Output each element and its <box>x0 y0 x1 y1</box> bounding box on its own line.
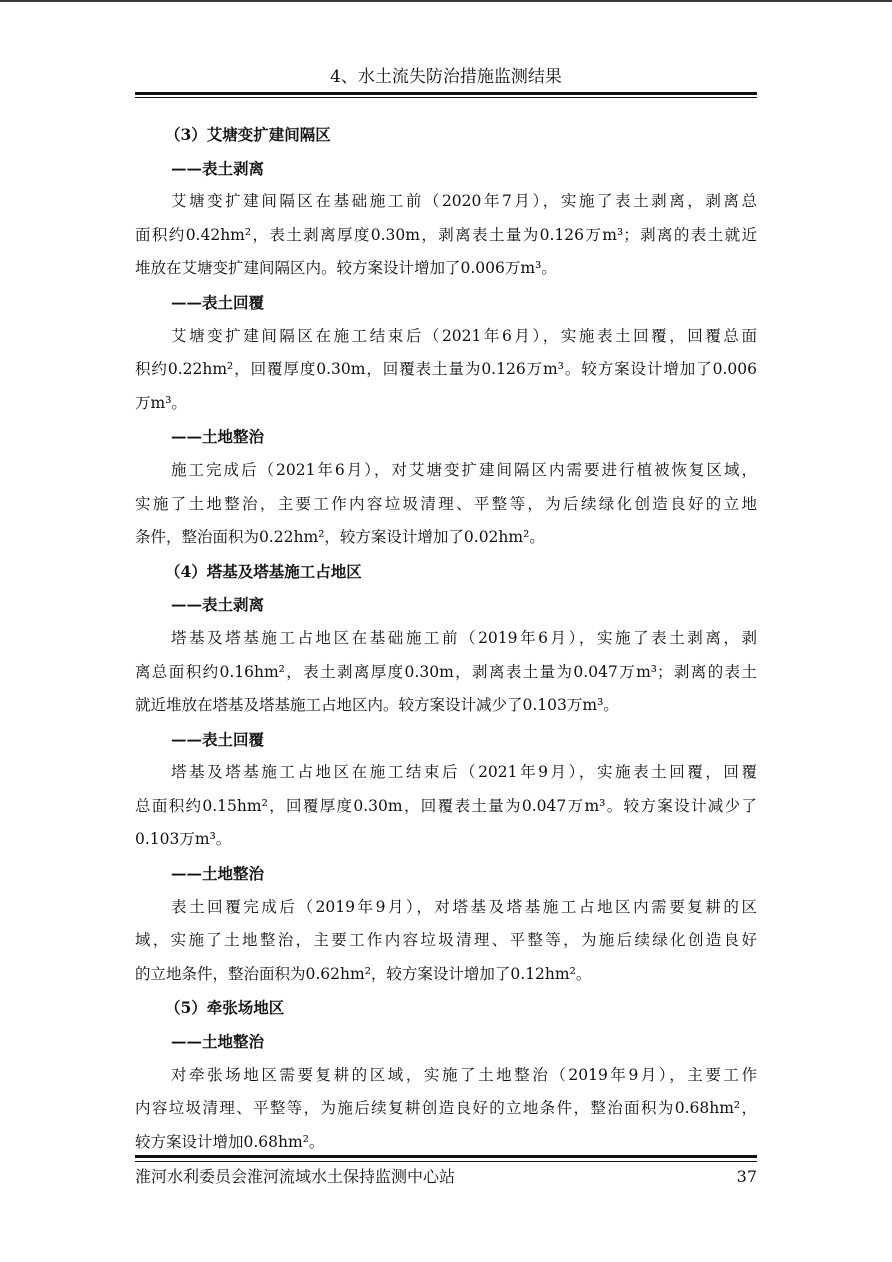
paragraph-line: 艾塘变扩建间隔区在基础施工前（2020年7月），实施了表土剥离，剥离总 <box>171 192 757 211</box>
section-4-strip-title: ——表土剥离 <box>171 595 265 615</box>
paragraph-line: 面积约0.42hm²，表土剥离厚度0.30m，剥离表土量为0.126万m³；剥离的表土就近 <box>135 225 757 244</box>
paragraph-line: 0.103万m³。 <box>135 830 232 849</box>
paragraph-line: 实施了土地整治，主要工作内容垃圾清理、平整等，为后续绿化创造良好的立地 <box>135 494 757 513</box>
footer-organization: 淮河水利委员会淮河流域水土保持监测中心站 <box>135 1167 456 1186</box>
paragraph-line: 的立地条件，整治面积为0.62hm²，较方案设计增加了0.12hm²。 <box>135 964 592 983</box>
paragraph-line: 积约0.22hm²，回覆厚度0.30m，回覆表土量为0.126万m³。较方案设计增加了0.006 <box>135 360 757 379</box>
footer-rule-thick <box>135 1155 757 1158</box>
paragraph-line: 离总面积约0.16hm²，表土剥离厚度0.30m，剥离表土量为0.047万m³；剥离的表土 <box>135 662 757 681</box>
section-3-heading: （3）艾塘变扩建间隔区 <box>165 125 331 144</box>
paragraph-line: 较方案设计增加0.68hm²。 <box>135 1132 325 1151</box>
paragraph-line: 内容垃圾清理、平整等，为施后续复耕创造良好的立地条件，整治面积为0.68hm²， <box>135 1099 757 1118</box>
section-3-land-title: ——土地整治 <box>171 427 265 447</box>
paragraph-line: 堆放在艾塘变扩建间隔区内。较方案设计增加了0.006万m³。 <box>135 259 557 278</box>
paragraph-line: 域，实施了土地整治，主要工作内容垃圾清理、平整等，为施后续绿化创造良好 <box>135 931 757 950</box>
section-4-cover-title: ——表土回覆 <box>171 729 265 749</box>
header-rule-thin <box>135 97 757 98</box>
page-number: 37 <box>736 1167 757 1186</box>
section-4-land-title: ——土地整治 <box>171 864 265 884</box>
paragraph-line: 表土回覆完成后（2019年9月），对塔基及塔基施工占地区内需要复耕的区 <box>171 897 757 916</box>
paragraph-line: 塔基及塔基施工占地区在施工结束后（2021年9月），实施表土回覆，回覆 <box>171 763 757 782</box>
section-4-heading: （4）塔基及塔基施工占地区 <box>165 561 362 581</box>
paragraph-line: 总面积约0.15hm²，回覆厚度0.30m，回覆表土量为0.047万m³。较方案设计减少了 <box>135 796 757 815</box>
paragraph-line: 施工完成后（2021年6月），对艾塘变扩建间隔区内需要进行植被恢复区域， <box>171 460 757 479</box>
paragraph-line: 塔基及塔基施工占地区在基础施工前（2019年6月），实施了表土剥离，剥 <box>171 628 757 647</box>
paragraph-line: 万m³。 <box>135 393 187 412</box>
page-header-title: 4、水土流失防治措施监测结果 <box>330 67 562 87</box>
section-3-strip-title: ——表土剥离 <box>171 158 265 178</box>
paragraph-line: 就近堆放在塔基及塔基施工占地区内。较方案设计减少了0.103万m³。 <box>135 696 619 715</box>
footer-rule-thin <box>135 1161 757 1162</box>
header-rule-thick <box>135 92 757 95</box>
section-5-heading: （5）牵张场地区 <box>165 998 285 1018</box>
section-5-land-title: ——土地整治 <box>171 1032 265 1052</box>
page-top-border <box>0 0 892 2</box>
paragraph-line: 艾塘变扩建间隔区在施工结束后（2021年6月），实施表土回覆，回覆总面 <box>171 326 757 345</box>
paragraph-line: 条件，整治面积为0.22hm²，较方案设计增加了0.02hm²。 <box>135 528 545 547</box>
paragraph-line: 对牵张场地区需要复耕的区域，实施了土地整治（2019年9月），主要工作 <box>171 1065 757 1084</box>
document-body <box>135 118 757 1159</box>
section-3-cover-title: ——表土回覆 <box>171 292 265 312</box>
